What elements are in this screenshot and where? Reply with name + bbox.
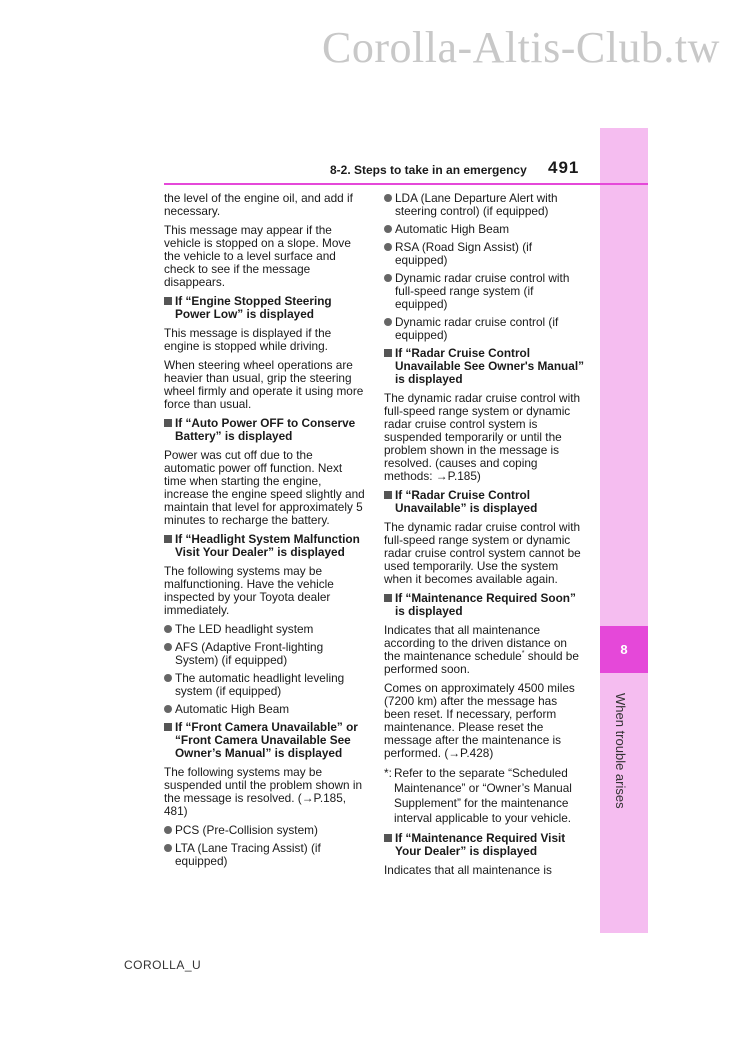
list-item: LTA (Lane Tracing Assist) (if equipped) bbox=[164, 842, 366, 868]
footnote-ref: * bbox=[521, 650, 525, 658]
paragraph: Comes on approximately 4500 miles (7200 km) after the message has been reset. If necessary, perform maintenance. Please reset the message after the maintenance is performed. (→P.428) bbox=[384, 681, 575, 760]
watermark: Corolla-Altis-Club.tw bbox=[322, 23, 720, 72]
paragraph-text: should be performed soon. bbox=[384, 649, 579, 676]
section-title: 8-2. Steps to take in an emergency bbox=[330, 163, 527, 177]
footnote-text: Refer to the separate “Scheduled Maintenance” or “Owner’s Manual Supplement” for the maintenance interval applicable to your vehicle. bbox=[394, 766, 572, 825]
paragraph: When steering wheel operations are heavier than usual, grip the steering wheel firmly and operate it using more force than usual. bbox=[164, 358, 364, 411]
subheading: If “Engine Stopped Steering Power Low” is displayed bbox=[164, 295, 366, 321]
paragraph: Indicates that all maintenance is bbox=[384, 863, 552, 877]
subheading: If “Maintenance Required Visit Your Dealer” is displayed bbox=[384, 832, 584, 858]
header-divider bbox=[164, 183, 648, 185]
paragraph: The following systems may be malfunctioning. Have the vehicle inspected by your Toyota dealer immediately. bbox=[164, 564, 334, 617]
paragraph: Power was cut off due to the automatic power off function. Next time when starting the engine, increase the engine speed slightly and maintain that level for approximately 5 minutes to recharge the battery. bbox=[164, 448, 365, 527]
list-item: PCS (Pre-Collision system) bbox=[164, 824, 366, 837]
left-column bbox=[164, 192, 366, 873]
subheading: If “Headlight System Malfunction Visit Your Dealer” is displayed bbox=[164, 533, 366, 559]
paragraph: This message is displayed if the engine is stopped while driving. bbox=[164, 326, 332, 353]
list-item: The LED headlight system bbox=[164, 623, 366, 636]
subheading: If “Radar Cruise Control Unavailable” is displayed bbox=[384, 489, 584, 515]
right-column bbox=[384, 192, 584, 883]
subheading: If “Radar Cruise Control Unavailable See Owner's Manual” is displayed bbox=[384, 347, 584, 386]
model-code: COROLLA_U bbox=[124, 958, 202, 972]
list-item: LDA (Lane Departure Alert with steering control) (if equipped) bbox=[384, 192, 584, 218]
paragraph: The dynamic radar cruise control with full-speed range system or dynamic radar cruise control system cannot be used temporarily. Use the system when it becomes available again. bbox=[384, 520, 581, 586]
chapter-number: 8 bbox=[600, 626, 648, 673]
footnote-mark: *: bbox=[384, 766, 392, 780]
list-item: Dynamic radar cruise control (if equipped) bbox=[384, 316, 584, 342]
paragraph: The following systems may be suspended until the problem shown in the message is resolved. (→P.185, 481) bbox=[164, 765, 363, 818]
list-item: Dynamic radar cruise control with full-speed range system (if equipped) bbox=[384, 272, 584, 311]
list-item: AFS (Adaptive Front-lighting System) (if equipped) bbox=[164, 641, 366, 667]
paragraph-text: Indicates that all maintenance according to the driven distance on the maintenance schedule bbox=[384, 623, 567, 663]
footnote bbox=[384, 766, 584, 826]
list-item: Automatic High Beam bbox=[164, 703, 366, 716]
subheading: If “Auto Power OFF to Conserve Battery” is displayed bbox=[164, 417, 366, 443]
paragraph: This message may appear if the vehicle is stopped on a slope. Move the vehicle to a level surface and check to see if the message disappears. bbox=[164, 223, 351, 289]
page-number: 491 bbox=[548, 158, 580, 177]
paragraph bbox=[384, 624, 584, 676]
paragraph: the level of the engine oil, and add if necessary. bbox=[164, 191, 353, 218]
paragraph: The dynamic radar cruise control with full-speed range system or dynamic radar cruise control system is suspended temporarily or until the problem shown in the message is resolved. (causes and coping methods: →P.185) bbox=[384, 391, 581, 483]
subheading: If “Front Camera Unavailable” or “Front Camera Unavailable See Owner’s Manual” is displayed bbox=[164, 721, 366, 760]
list-item: RSA (Road Sign Assist) (if equipped) bbox=[384, 241, 584, 267]
chapter-label: When trouble arises bbox=[613, 693, 628, 809]
list-item: The automatic headlight leveling system (if equipped) bbox=[164, 672, 366, 698]
list-item: Automatic High Beam bbox=[384, 223, 584, 236]
subheading: If “Maintenance Required Soon” is displayed bbox=[384, 592, 584, 618]
